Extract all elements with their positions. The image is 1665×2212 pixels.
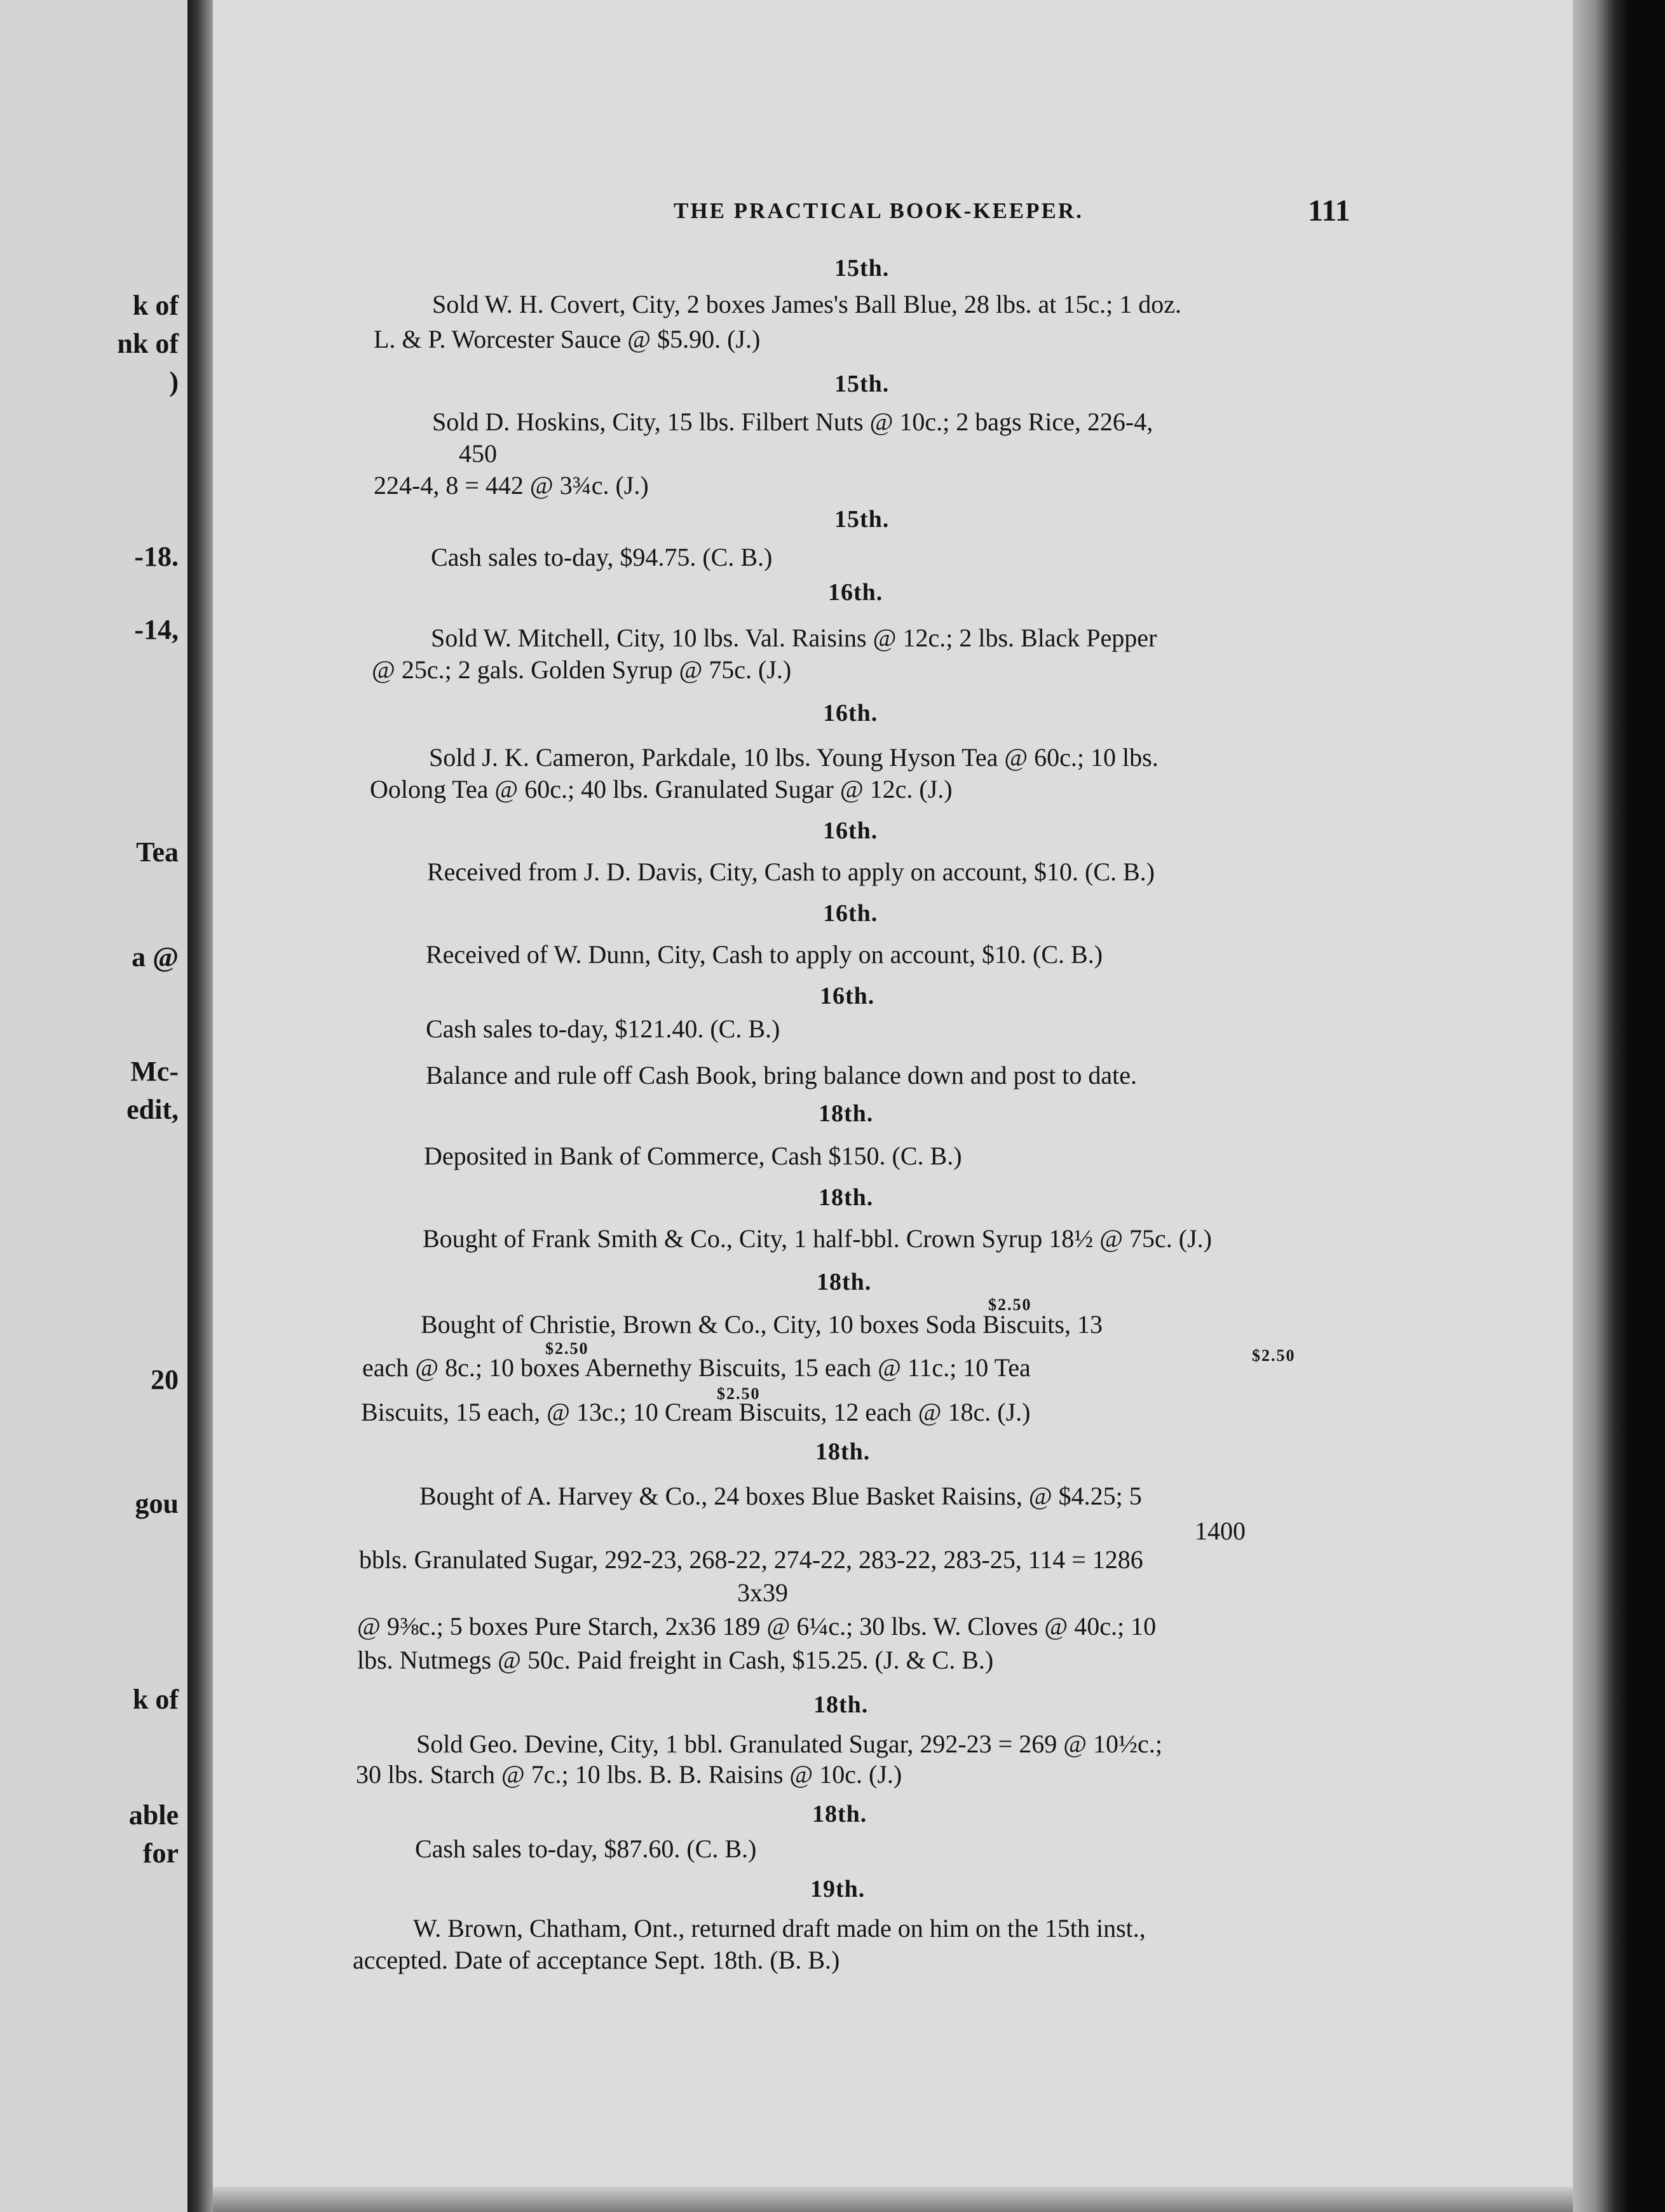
entry-date: 15th.	[834, 506, 890, 533]
page-edge-shadow	[1573, 0, 1665, 2212]
entry-line: Oolong Tea @ 60c.; 40 lbs. Granulated Sugar @ 12c. (J.)	[370, 775, 953, 803]
entry-line: Sold W. Mitchell, City, 10 lbs. Val. Raisins @ 12c.; 2 lbs. Black Pepper	[431, 624, 1157, 652]
entry-date: 16th.	[828, 579, 883, 606]
entry-line: Cash sales to-day, $94.75. (C. B.)	[431, 543, 773, 571]
facing-page-fragment: able	[128, 1799, 179, 1831]
entry-date: 18th.	[819, 1184, 874, 1211]
page-bottom-edge	[213, 2187, 1573, 2212]
entry-line: lbs. Nutmegs @ 50c. Paid freight in Cash, $15.25. (J. & C. B.)	[357, 1646, 994, 1674]
entry-date: 18th.	[817, 1269, 872, 1295]
facing-page-fragment: -14,	[134, 614, 179, 645]
entry-line: Sold W. H. Covert, City, 2 boxes James's Ball Blue, 28 lbs. at 15c.; 1 doz.	[432, 290, 1182, 318]
facing-page-fragment: 20	[151, 1364, 179, 1395]
entry-line: Cash sales to-day, $87.60. (C. B.)	[415, 1834, 757, 1863]
entry-annotation: 450	[459, 439, 497, 468]
entry-date: 18th.	[815, 1438, 871, 1465]
entry-line: Received from J. D. Davis, City, Cash to apply on account, $10. (C. B.)	[427, 857, 1155, 886]
facing-page-fragment: edit,	[126, 1094, 179, 1125]
entry-date: 16th.	[823, 817, 878, 844]
entry-line: Biscuits, 15 each, @ 13c.; 10 Cream Biscuits, 12 each @ 18c. (J.)	[361, 1398, 1031, 1426]
entry-line: W. Brown, Chatham, Ont., returned draft made on him on the 15th inst.,	[413, 1914, 1146, 1942]
entry-line: Sold J. K. Cameron, Parkdale, 10 lbs. Young Hyson Tea @ 60c.; 10 lbs.	[429, 743, 1159, 772]
entry-date: 16th.	[820, 983, 875, 1009]
entry-annotation: 3x39	[737, 1578, 788, 1607]
entry-annotation: $2.50	[1252, 1346, 1296, 1365]
entry-date: 16th.	[823, 900, 878, 927]
entry-line: Cash sales to-day, $121.40. (C. B.)	[426, 1014, 780, 1043]
entry-line: Bought of Christie, Brown & Co., City, 10 boxes Soda Biscuits, 13	[421, 1310, 1103, 1339]
facing-page-fragment: a @	[132, 941, 179, 973]
entry-line: Deposited in Bank of Commerce, Cash $150. (C. B.)	[424, 1142, 962, 1170]
facing-page-fragment: for	[142, 1838, 179, 1869]
facing-page-fragment: gou	[135, 1488, 179, 1519]
facing-page-fragment: nk of	[117, 328, 179, 359]
entry-date: 15th.	[834, 255, 890, 282]
entry-line: Sold Geo. Devine, City, 1 bbl. Granulated Sugar, 292-23 = 269 @ 10½c.;	[416, 1730, 1162, 1758]
entry-annotation: 1400	[1195, 1517, 1246, 1545]
entry-line: Balance and rule off Cash Book, bring balance down and post to date.	[426, 1061, 1137, 1089]
book-gutter	[187, 0, 213, 2212]
entry-line: Bought of A. Harvey & Co., 24 boxes Blue Basket Raisins, @ $4.25; 5	[419, 1482, 1142, 1510]
entry-line: bbls. Granulated Sugar, 292-23, 268-22, 274-22, 283-22, 283-25, 114 = 1286	[359, 1545, 1143, 1574]
entry-date: 16th.	[823, 700, 878, 727]
entry-annotation: $2.50	[545, 1339, 589, 1358]
facing-page-fragment: Mc-	[130, 1056, 179, 1087]
entry-date: 19th.	[810, 1876, 866, 1902]
entry-line: accepted. Date of acceptance Sept. 18th. (B. B.)	[353, 1946, 840, 1974]
entry-date: 18th.	[819, 1100, 874, 1127]
facing-page-fragment: -18.	[134, 541, 179, 572]
entry-line: Sold D. Hoskins, City, 15 lbs. Filbert Nuts @ 10c.; 2 bags Rice, 226-4,	[432, 407, 1153, 436]
entry-line: @ 9⅜c.; 5 boxes Pure Starch, 2x36 189 @ 6¼c.; 30 lbs. W. Cloves @ 40c.; 10	[357, 1612, 1157, 1641]
facing-page-fragment: k of	[132, 290, 179, 321]
entry-line: Received of W. Dunn, City, Cash to apply on account, $10. (C. B.)	[426, 940, 1103, 969]
page-number: 111	[1308, 194, 1350, 228]
entry-line: Bought of Frank Smith & Co., City, 1 half-bbl. Crown Syrup 18½ @ 75c. (J.)	[423, 1224, 1212, 1253]
facing-page-strip	[0, 0, 187, 2212]
entry-date: 15th.	[834, 371, 890, 397]
facing-page-fragment: Tea	[136, 836, 179, 868]
running-head: THE PRACTICAL BOOK-KEEPER.	[674, 198, 1084, 223]
facing-page-fragment: k of	[132, 1684, 179, 1715]
entry-line: 30 lbs. Starch @ 7c.; 10 lbs. B. B. Raisins @ 10c. (J.)	[356, 1760, 902, 1789]
entry-date: 18th.	[812, 1801, 867, 1827]
entry-date: 18th.	[813, 1691, 869, 1718]
entry-line: L. & P. Worcester Sauce @ $5.90. (J.)	[374, 325, 761, 353]
entry-line: each @ 8c.; 10 boxes Abernethy Biscuits, 15 each @ 11c.; 10 Tea	[362, 1353, 1031, 1382]
facing-page-fragment: )	[169, 366, 179, 397]
entry-line: @ 25c.; 2 gals. Golden Syrup @ 75c. (J.)	[372, 655, 792, 684]
entry-line: 224-4, 8 = 442 @ 3¾c. (J.)	[374, 471, 649, 500]
entry-annotation: $2.50	[988, 1295, 1032, 1314]
entry-annotation: $2.50	[717, 1384, 761, 1403]
